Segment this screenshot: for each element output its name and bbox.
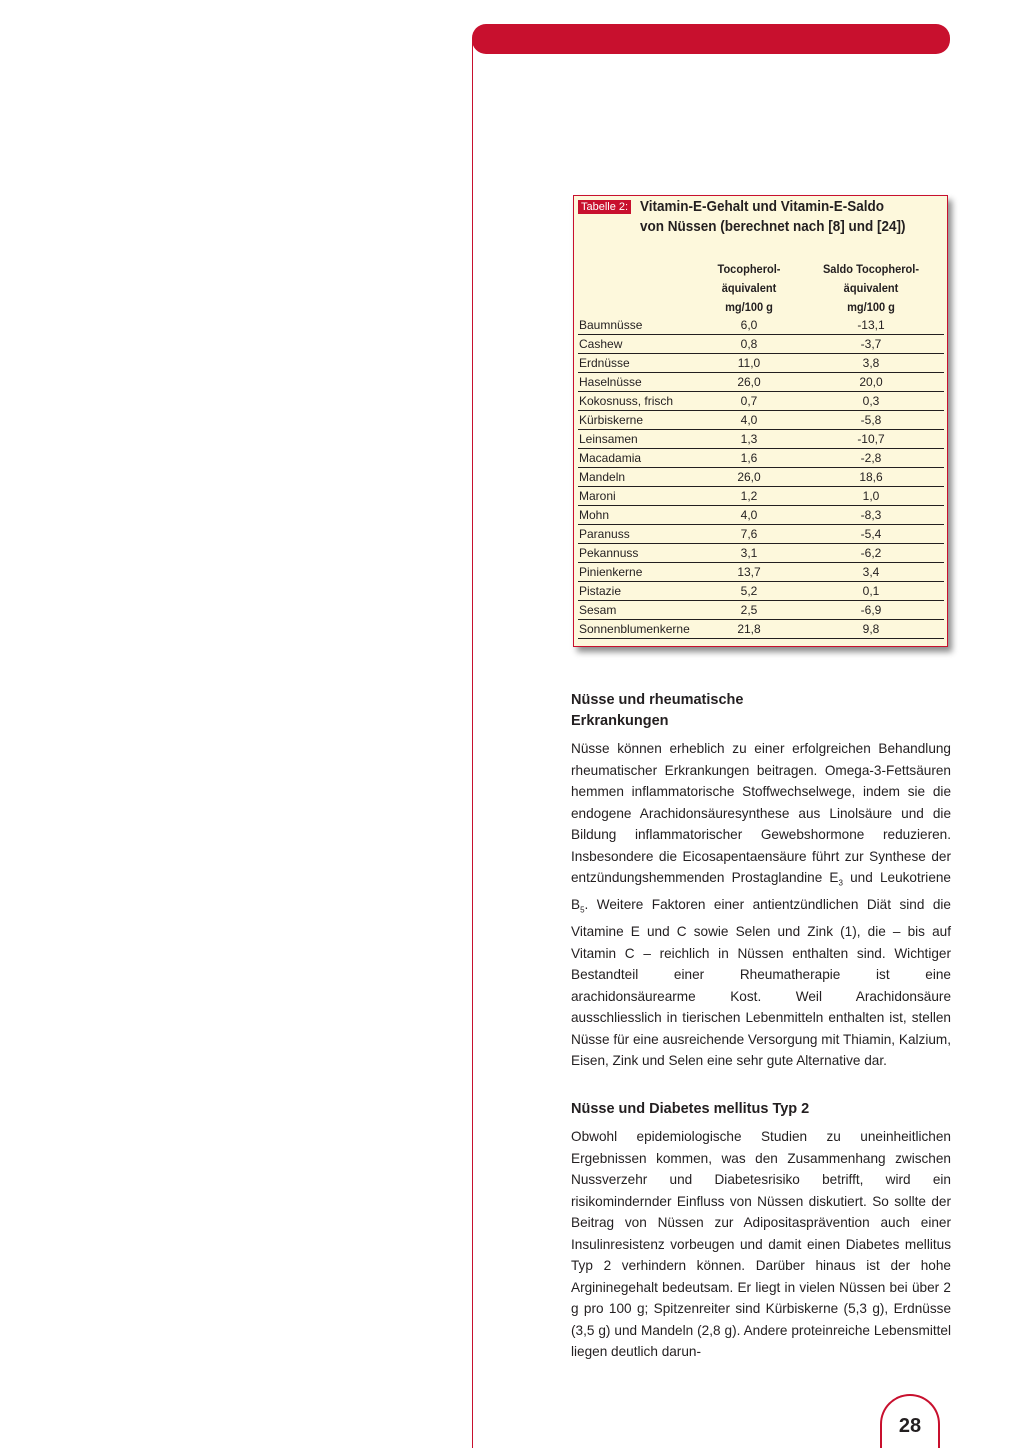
section-heading: Nüsse und Diabetes mellitus Typ 2 (571, 1101, 810, 1117)
nut-name: Pistazie (579, 584, 622, 598)
tocopherol-value: 21,8 (737, 622, 761, 636)
nut-name: Baumnüsse (579, 318, 643, 332)
table-row (578, 563, 944, 582)
table-row (578, 544, 944, 563)
saldo-value: -6,9 (860, 603, 882, 617)
section-paragraph: Obwohl epidemiologische Studien zu uneinheitlichen Ergebnissen kommen, was den Zusammenhang zwischen Nussverzehr und Diabetesrisiko betrifft, wird ein risikomindernder Einfluss von Nüssen diskutiert. So sollte der Beitrag von Nüssen zur Adipositasprävention auch einer Insulinresistenz vorbeugen und damit einen Diabetes mellitus Typ 2 verhindern können. Darüber hinaus ist der hohe Argininegehalt bedeutsam. Er liegt in vielen Nüssen bei über 2 g pro 100 g; Spitzenreiter sind Kürbiskerne (5,3 g), Erdnüsse (3,5 g) und Mandeln (2,8 g). Andere proteinreiche Lebensmittel liegen deutlich darun- (571, 1129, 951, 1359)
table-row (578, 506, 944, 525)
saldo-value: 20,0 (859, 375, 883, 389)
tocopherol-value: 13,7 (737, 565, 761, 579)
table-row (578, 582, 944, 601)
table-row (578, 316, 944, 335)
nut-name: Kokosnuss, frisch (579, 394, 674, 408)
table-row (578, 354, 944, 373)
nut-name: Pinienkerne (579, 565, 643, 579)
nut-name: Erdnüsse (579, 356, 630, 370)
nut-name: Leinsamen (579, 432, 638, 446)
saldo-value: 18,6 (859, 470, 883, 484)
saldo-value: -5,8 (860, 413, 882, 427)
tocopherol-value: 7,6 (740, 527, 758, 541)
tocopherol-value: 11,0 (737, 356, 761, 370)
nut-name: Sonnenblumenkerne (579, 622, 690, 636)
tocopherol-value: 1,2 (740, 489, 758, 503)
table-row (578, 525, 944, 544)
tocopherol-value: 1,6 (740, 451, 758, 465)
saldo-value: -3,7 (860, 337, 882, 351)
tocopherol-value: 0,7 (740, 394, 758, 408)
nut-name: Pekannuss (579, 546, 639, 560)
section-diabetes (571, 1099, 951, 1363)
table-row (578, 335, 944, 354)
tocopherol-value: 2,5 (740, 603, 758, 617)
tocopherol-value: 4,0 (740, 413, 758, 427)
nut-name: Cashew (579, 337, 623, 351)
section-rheuma (571, 690, 951, 1072)
header-bar (472, 24, 950, 54)
saldo-value: 3,4 (862, 565, 880, 579)
vitamin-e-table (573, 195, 948, 647)
saldo-value: 9,8 (862, 622, 880, 636)
tocopherol-value: 5,2 (740, 584, 758, 598)
saldo-value: 0,1 (862, 584, 880, 598)
column-header-saldo: Saldo Tocopherol- äquivalent mg/100 g (822, 262, 920, 314)
table-row (578, 449, 944, 468)
table-label: Tabelle 2: (578, 200, 631, 214)
table-row (578, 373, 944, 392)
saldo-value: -6,2 (860, 546, 882, 560)
tocopherol-value: 26,0 (737, 375, 761, 389)
saldo-value: -13,1 (857, 318, 885, 332)
page-number: 28 (880, 1394, 940, 1448)
nut-name: Sesam (579, 603, 617, 617)
nut-name: Mohn (579, 508, 610, 522)
saldo-value: -10,7 (857, 432, 885, 446)
nut-name: Maroni (579, 489, 616, 503)
margin-rule (472, 40, 473, 1448)
saldo-value: -5,4 (860, 527, 882, 541)
nut-name: Macadamia (579, 451, 642, 465)
table-row (578, 411, 944, 430)
table-body (578, 316, 944, 639)
section-heading: Nüsse und rheumatische Erkrankungen (571, 692, 744, 729)
saldo-value: 1,0 (862, 489, 880, 503)
tocopherol-value: 26,0 (737, 470, 761, 484)
nut-name: Mandeln (579, 470, 626, 484)
table-row (578, 601, 944, 620)
table-row (578, 430, 944, 449)
tocopherol-value: 6,0 (740, 318, 758, 332)
nut-name: Haselnüsse (579, 375, 642, 389)
saldo-value: -8,3 (860, 508, 882, 522)
table-row (578, 487, 944, 506)
tocopherol-value: 0,8 (740, 337, 758, 351)
nut-name: Kürbiskerne (579, 413, 644, 427)
nut-name: Paranuss (579, 527, 630, 541)
section-paragraph: Nüsse können erheblich zu einer erfolgreichen Behandlung rheumatischer Erkrankungen beitragen. Omega-3-Fettsäuren hemmen inflammatorische Stoffwechselwege, indem sie die endogene Arachidonsäuresynthese aus Linolsäure und die Bildung inflammatorischer Gewebshormone reduzieren. Insbesondere die Eicosapentaensäure führt zur Synthese der entzündungshemmenden Prostaglandine $E_3$ und Leukotriene $B_5$. Weitere Faktoren einer antientzündlichen Diät sind die Vitamine E und C sowie Selen und Zink (1), die – bis auf Vitamin C – reichlich in Nüssen enthalten sind. Wichtiger Bestandteil einer Rheumatherapie ist eine arachidonsäurearme Kost. Weil Arachidonsäure ausschliesslich in tierischen Lebenmitteln enthalten ist, stellen Nüsse für eine ausreichende Versorgung mit Thiamin, Kalzium, Eisen, Zink und Selen eine sehr gute Alternative dar. (571, 741, 951, 1069)
saldo-value: 0,3 (862, 394, 880, 408)
table-row (578, 620, 944, 639)
tocopherol-value: 3,1 (740, 546, 758, 560)
table-row (578, 468, 944, 487)
tocopherol-value: 4,0 (740, 508, 758, 522)
column-header-tocopherol: Tocopherol- äquivalent mg/100 g (717, 262, 781, 314)
saldo-value: 3,8 (862, 356, 880, 370)
table-row (578, 392, 944, 411)
tocopherol-value: 1,3 (740, 432, 758, 446)
saldo-value: -2,8 (860, 451, 882, 465)
table-title: Vitamin-E-Gehalt und Vitamin-E-Saldo von Nüssen (berechnet nach [8] und [24]) (640, 198, 906, 235)
